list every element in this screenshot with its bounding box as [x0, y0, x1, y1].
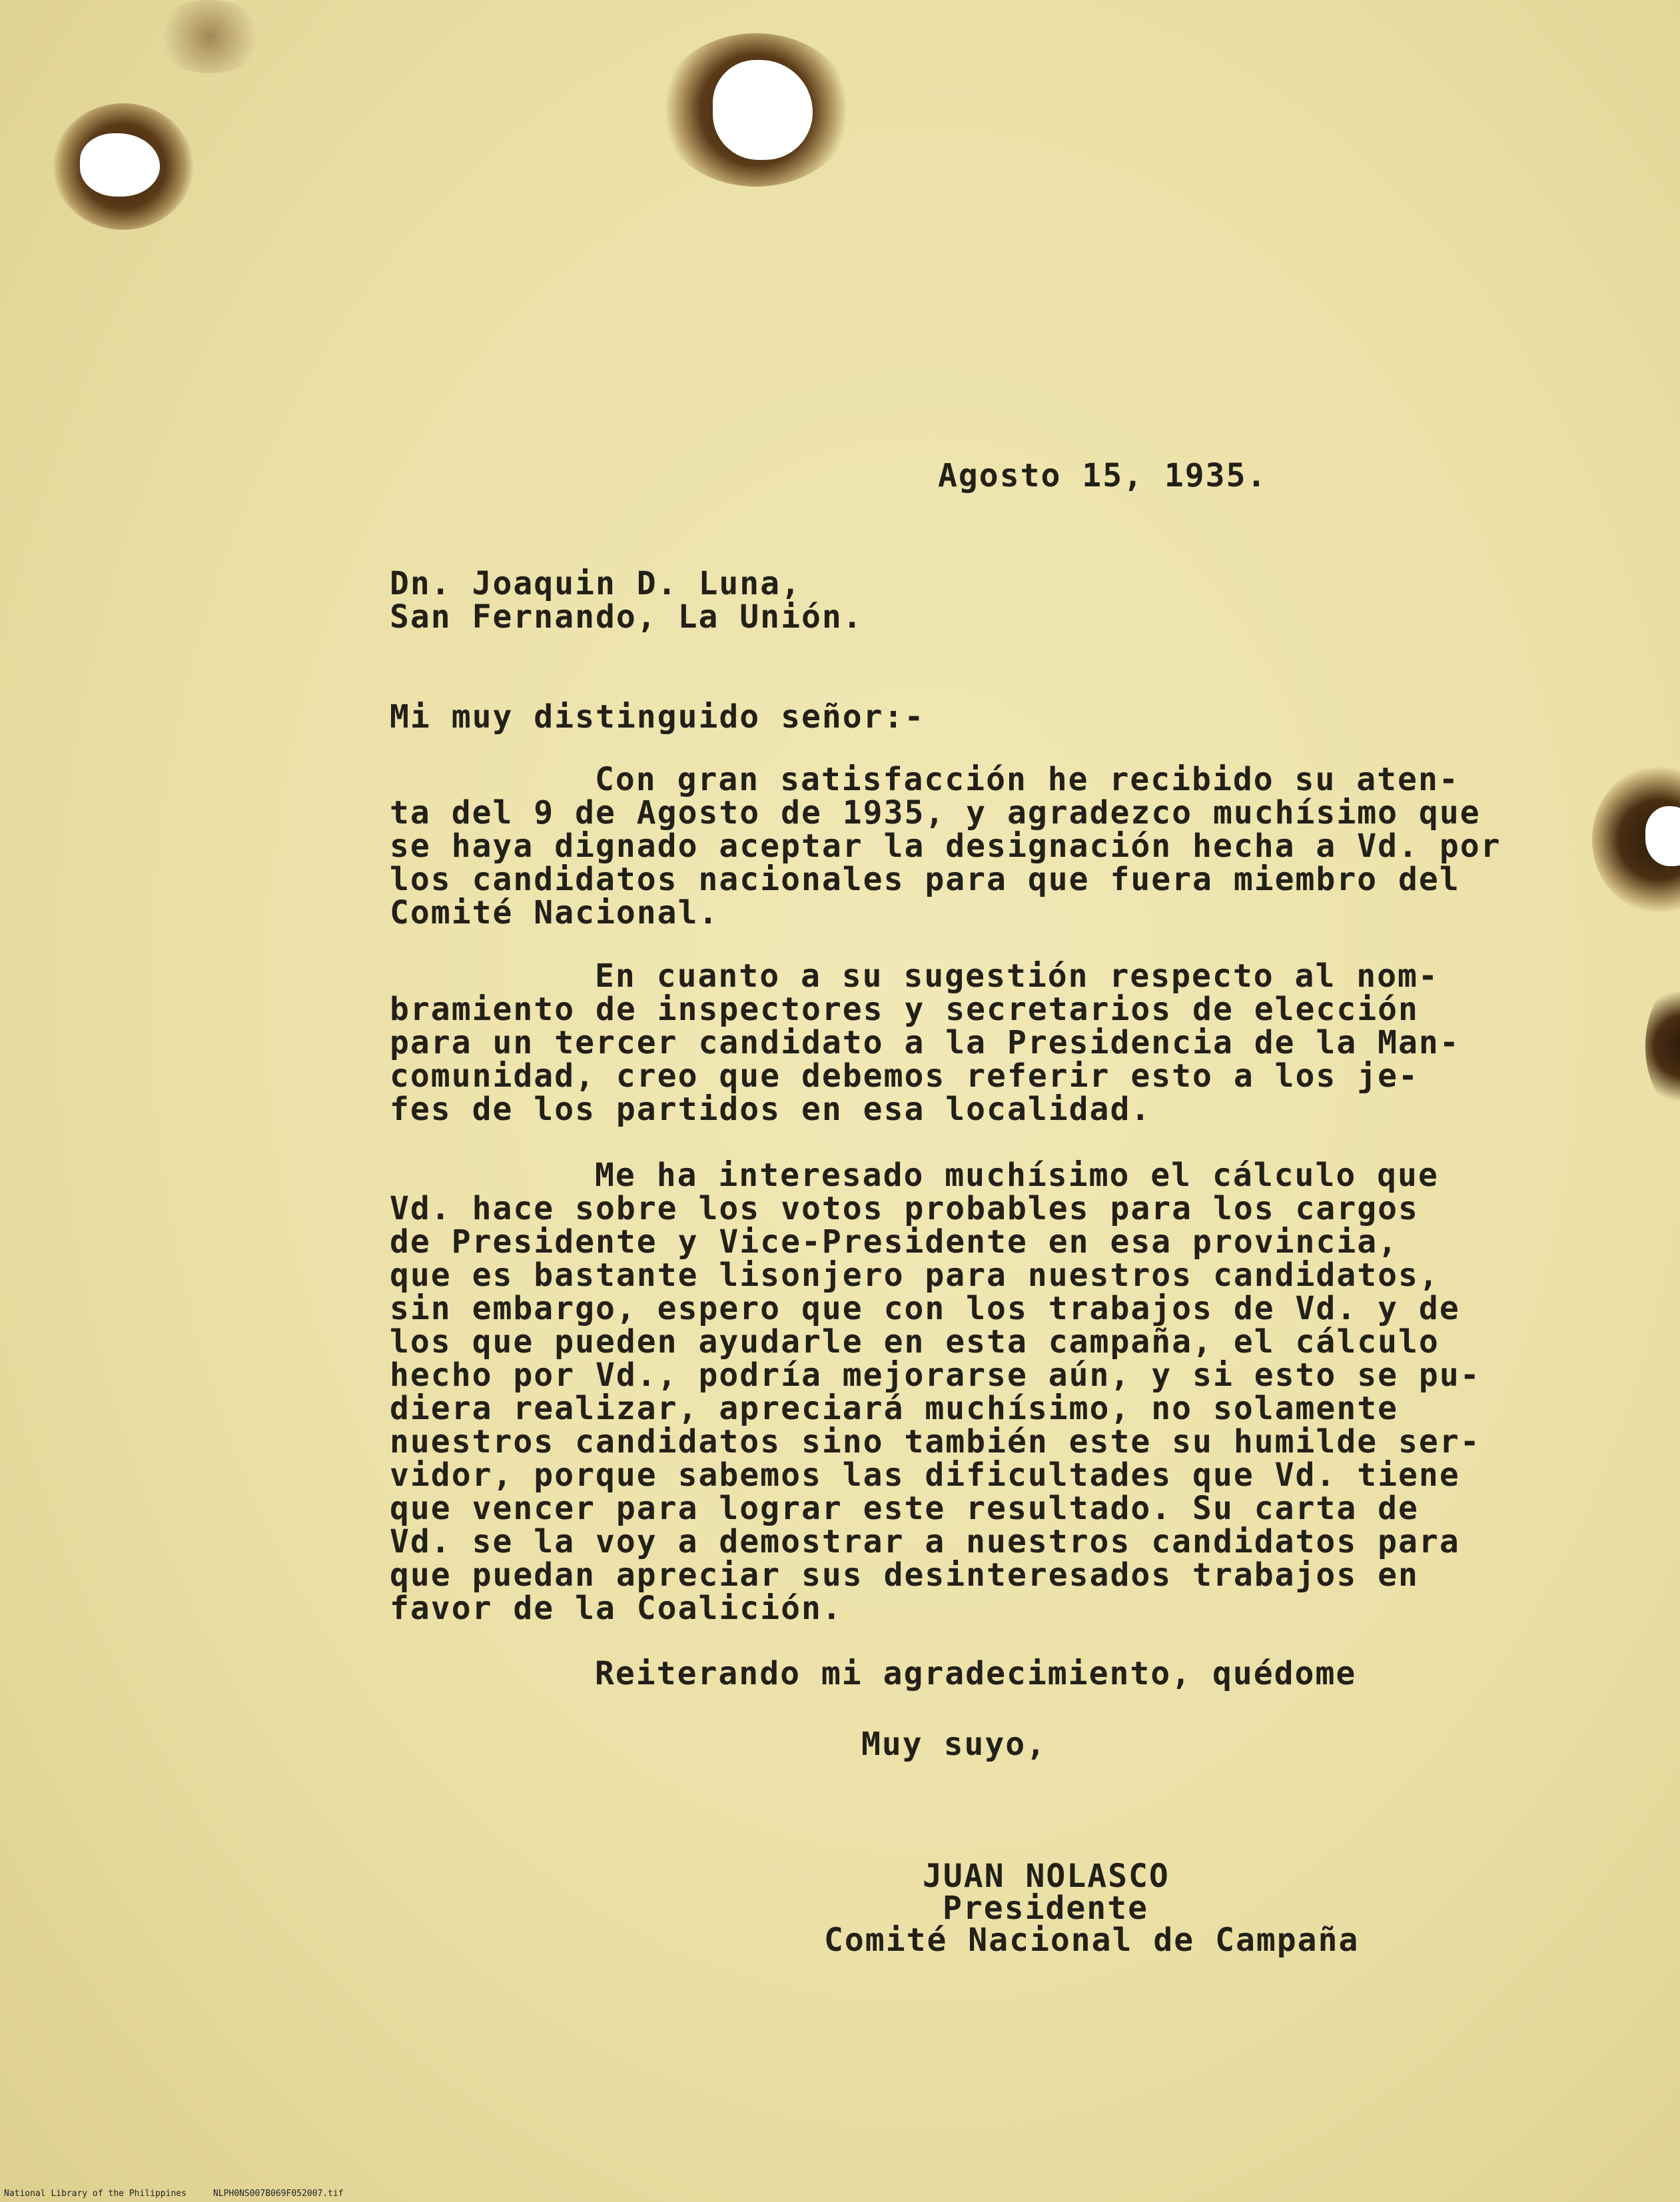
paragraph-line: que vencer para lograr este resultado. Su carta de: [390, 1490, 1419, 1527]
recipient-address: San Fernando, La Unión.: [390, 598, 863, 636]
signature-organization: Comité Nacional de Campaña: [824, 1922, 1360, 1959]
paragraph-line: comunidad, creo que debemos referir esto a los je-: [390, 1057, 1419, 1095]
signature-title: Presidente: [943, 1890, 1148, 1927]
signature-name: JUAN NOLASCO: [923, 1858, 1170, 1895]
paragraph-line: hecho por Vd., podría mejorarse aún, y si esto se pu-: [390, 1357, 1481, 1394]
paragraph-line: favor de la Coalición.: [390, 1590, 843, 1627]
burn-hole-left: [53, 103, 193, 230]
paragraph-line: ta del 9 de Agosto de 1935, y agradezco muchísimo que: [390, 794, 1481, 831]
paragraph-line: vidor, porque sabemos las dificultades que Vd. tiene: [390, 1456, 1460, 1494]
paragraph-line: que puedan apreciar sus desinteresados trabajos en: [390, 1556, 1419, 1594]
burn-hole-top: [659, 33, 853, 187]
paragraph-line: fes de los partidos en esa localidad.: [390, 1091, 1152, 1128]
paragraph-line: se haya dignado aceptar la designación hecha a Vd. por: [390, 827, 1501, 865]
recipient-name: Dn. Joaquin D. Luna,: [390, 565, 801, 602]
complimentary-close: Muy suyo,: [861, 1726, 1047, 1763]
burn-mark-right-1: [1592, 766, 1680, 913]
letter-date: Agosto 15, 1935.: [938, 457, 1268, 494]
paragraph-line: para un tercer candidato a la Presidencia de la Man-: [390, 1024, 1460, 1061]
burn-smudge-top-left: [153, 0, 266, 73]
footer-filename: NLPH0NS007B069F052007.tif: [212, 2189, 344, 2199]
paragraph-line: nuestros candidatos sino también este su humilde ser-: [390, 1423, 1481, 1460]
burn-mark-right-2: [1645, 979, 1680, 1113]
salutation: Mi muy distinguido señor:-: [390, 698, 925, 736]
paragraph-line: los que pueden ayudarle en esta campaña, el cálculo: [390, 1323, 1440, 1361]
paragraph-line: Comité Nacional.: [390, 894, 719, 931]
archive-footer: [4, 2189, 370, 2199]
paragraph-line: En cuanto a su sugestión respecto al nom-: [595, 957, 1439, 995]
paragraph-line: Con gran satisfacción he recibido su aten-: [595, 761, 1460, 798]
paragraph-line: bramiento de inspectores y secretarios de elección: [390, 991, 1419, 1028]
paragraph-line: los candidatos nacionales para que fuera miembro del: [390, 861, 1460, 898]
closing-line: Reiterando mi agradecimiento, quédome: [595, 1655, 1357, 1692]
paragraph-line: Me ha interesado muchísimo el cálculo que: [595, 1157, 1439, 1194]
paragraph-line: diera realizar, apreciará muchísimo, no solamente: [390, 1390, 1399, 1427]
paragraph-line: sin embargo, espero que con los trabajos de Vd. y de: [390, 1290, 1460, 1327]
paragraph-line: Vd. hace sobre los votos probables para los cargos: [390, 1190, 1419, 1227]
paragraph-line: Vd. se la voy a demostrar a nuestros candidatos para: [390, 1523, 1460, 1560]
paragraph-line: de Presidente y Vice-Presidente en esa provincia,: [390, 1223, 1399, 1261]
paragraph-line: que es bastante lisonjero para nuestros candidatos,: [390, 1257, 1440, 1294]
footer-library: National Library of the Philippines: [4, 2189, 187, 2199]
